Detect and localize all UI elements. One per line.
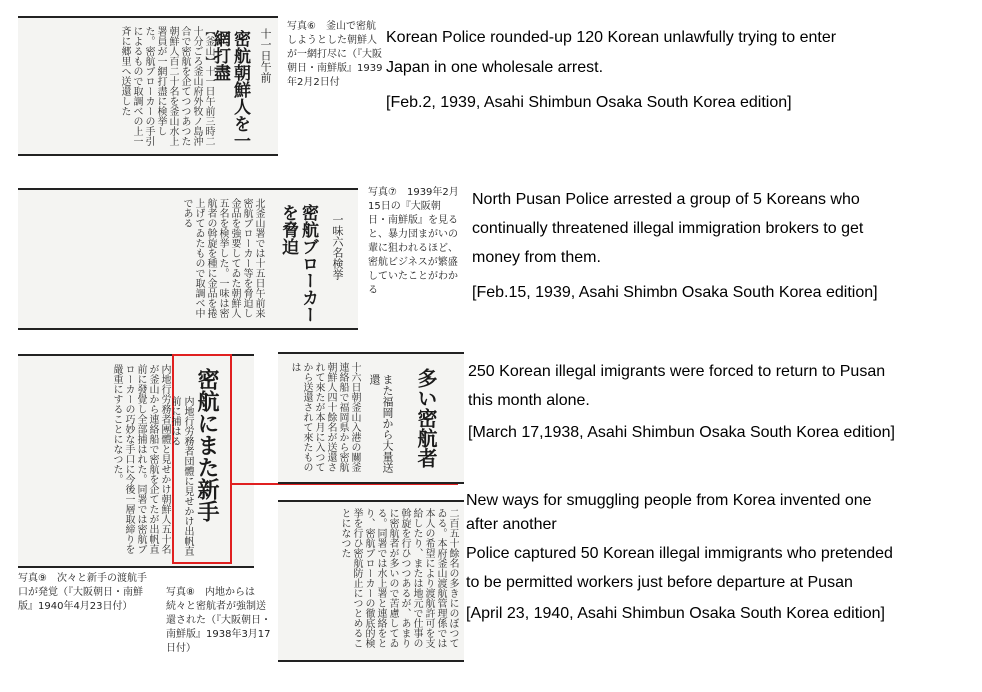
caption-2-line-2: continually threatened illegal immigration brokers to get: [472, 220, 864, 237]
caption-3-line-2: this month alone.: [468, 392, 590, 409]
photo-caption-6: 写真⑥ 釜山で密航しようとした朝鮮人が一網打尽に（『大阪朝日・南鮮版』1939年2月2日付: [287, 21, 383, 88]
clipping-4-headline: 密航にまた新手: [194, 368, 220, 522]
caption-3-citation: [March 17,1938, Asahi Shimbun Osaka South Korea edition]: [468, 424, 895, 441]
caption-1-citation: [Feb.2, 1939, Asahi Shimbun Osaka South Korea edition]: [386, 94, 792, 111]
photo-caption-7: 写真⑦ 1939年2月15日の『大阪朝日・南鮮版』を見ると、暴力団まがいの輩に狙われるほど、密航ビジネスが繁盛していたことがわかる: [368, 187, 459, 296]
caption-4-line-1: New ways for smuggling people from Korea invented one: [466, 492, 872, 509]
caption-1-line-2: Japan in one wholesale arrest.: [386, 59, 604, 76]
photo-caption-8: 写真⑧ 内地からは続々と密航者が強制送還された（『大阪朝日・南鮮版』1938年3月17日付）: [166, 587, 271, 654]
newspaper-clipping-1: [18, 16, 278, 156]
clipping-1-headline: 密航朝鮮人を一網打盡: [210, 30, 250, 149]
clipping-2-subhead: 一味六名検挙: [331, 214, 344, 280]
newspaper-clipping-3-bottom: [278, 500, 464, 662]
caption-3-line-1: 250 Korean illegal imigrants were forced to return to Pusan: [468, 363, 886, 380]
clipping-3-headline: 多い密航者: [414, 368, 438, 468]
caption-4-line-4: to be permitted workers just before departure at Pusan: [466, 574, 853, 591]
caption-1-line-1: Korean Police rounded-up 120 Korean unlawfully trying to enter: [386, 29, 837, 46]
caption-2-line-1: North Pusan Police arrested a group of 5 Koreans who: [472, 191, 860, 208]
caption-4-line-3: Police captured 50 Korean illegal immigrants who pretended: [466, 545, 893, 562]
newspaper-clipping-3-top: [278, 352, 464, 484]
clipping-2-body: 北釜山署では十五日午前来密航ブローカー等を脅迫し金品を強要してゐた朝鮮人五名を検挙した。一味は密航者の斡旋を種に金品を捲上げてゐたもので取調べ中である: [181, 198, 264, 318]
clipping-4-subhead: 内地行労務者団體に見せかけ出帆直前に捕はる: [169, 396, 193, 556]
caption-2-line-3: money from them.: [472, 249, 601, 266]
caption-4-line-2: after another: [466, 516, 557, 533]
clipping-2-headline: 密航ブローカーを脅迫: [278, 204, 318, 323]
clipping-1-body: 【釜山】十一日午前三時二十分ごろ釜山府外牧ノ島沖合で密航を企てつつあつた朝鮮人百二十名を釜山水上署員が一網打盡に検挙した。密航ブローカーの手引によるもので取調べの上一斉に郷里へ送還した: [119, 26, 214, 146]
highlighted-headline-box: [169, 354, 232, 564]
clipping-4-body: 内地行労務者團體と見せかけ朝鮮人五十名が釜山から連絡船で密航を企てたが出帆直前に發覺し全部捕はれた。同署では密航ブローカーの巧妙な手口に今後一層取締りを嚴重にすることになつた。: [111, 364, 170, 554]
newspaper-clipping-2: [18, 188, 358, 330]
clipping-1-subhead: 十一日午前: [259, 28, 272, 83]
caption-4-citation: [April 23, 1940, Asahi Shimbun Osaka South Korea edition]: [466, 605, 885, 622]
photo-caption-9: 写真⑨ 次々と新手の渡航手口が発覚（『大阪朝日・南鮮版』1940年4月23日付）: [18, 573, 147, 612]
clipping-3-body-continued: 二百五十餘名の多きにのぼつてゐる。本府釜山渡航管理係では本人の希望により渡航許可を支給したり、または地元で仕事の斡旋を行ひつつあるが、あまりに密航者が多いので苦慮してゐる。同署では水上署と連絡をとり、密航ブローカーの徹底的検挙を行ひ密航防止につとめることになつた: [339, 508, 458, 648]
caption-2-citation: [Feb.15, 1939, Asahi Shimbn Osaka South Korea edition]: [472, 284, 878, 301]
clipping-3-body: 十六日朝釜山入港の關釜連絡船で福岡県から密航朝鮮人四十餘名が送還されて來たが本月に入つてから送還されて來たものは: [289, 362, 360, 472]
clipping-3-subhead: また福岡から大量送還: [368, 374, 394, 473]
